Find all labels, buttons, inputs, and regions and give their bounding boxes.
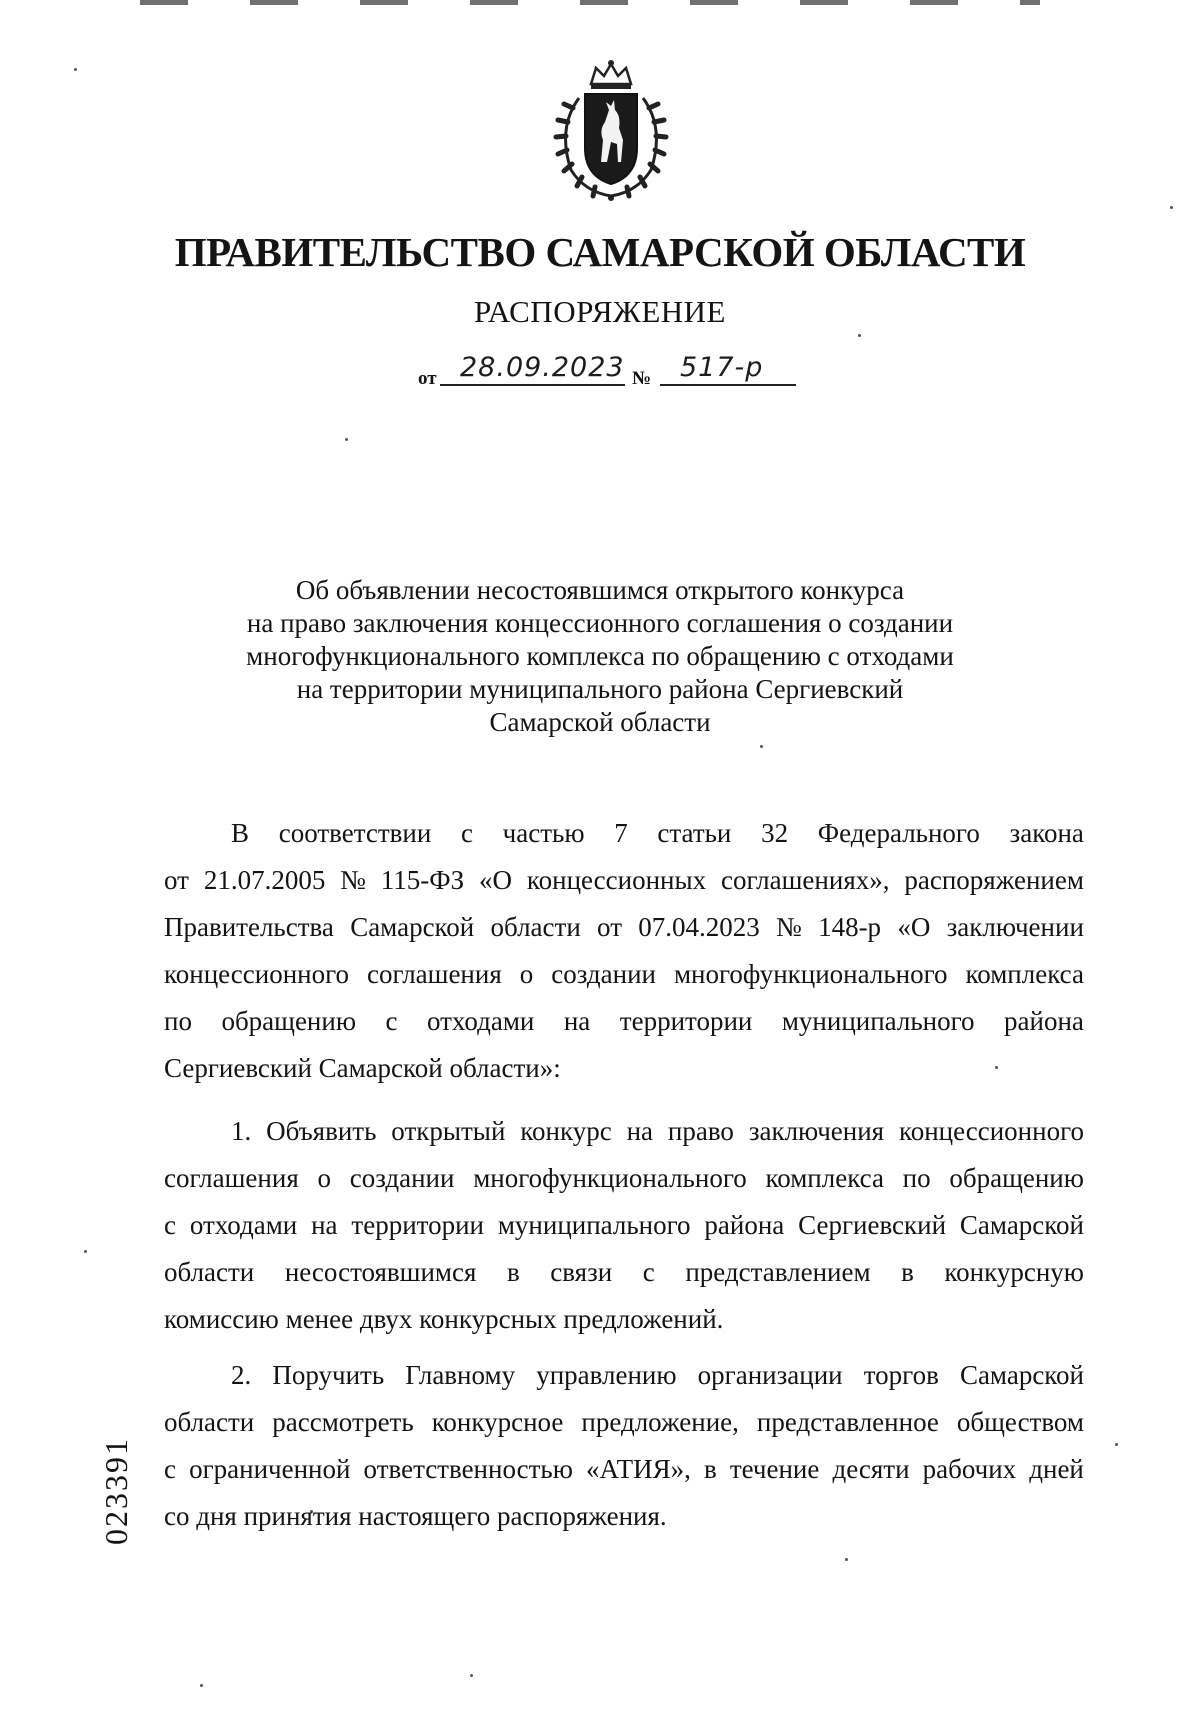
word: представленное [756,1407,939,1437]
text-line [164,810,1084,857]
word: закона [1009,818,1084,848]
word: несостоявшимся [284,1257,477,1287]
word: статьи [657,818,732,848]
scan-speck [760,745,763,748]
scan-speck [1170,206,1173,209]
word: № [340,865,366,895]
word: организации [697,1360,843,1390]
scan-edge-marks [140,0,1040,5]
scan-speck [470,1674,473,1677]
text-line [164,904,1084,951]
word: 148-р [818,912,882,942]
word: с [460,818,473,848]
word: Главному [405,1360,516,1390]
word: с [385,1006,398,1036]
word: области [164,1257,255,1287]
word: представлением [685,1257,871,1287]
text-line [164,951,1084,998]
word: создании [349,1163,455,1193]
word: соглашения [164,1163,299,1193]
word: Самарской [350,912,475,942]
word: предложение, [581,1407,739,1437]
heading-line: Об объявлении несостоявшимся открытого конкурса [295,575,905,605]
scan-speck [84,1250,87,1253]
word: Поручить [272,1360,385,1390]
serial-number: 023391 [98,1437,134,1545]
word: отходами [426,1006,535,1036]
heading-line: Самарской области [489,707,711,737]
text-line [164,1399,1084,1446]
heading-line: на право заключения концессионного соглашения о создании [246,608,954,638]
word: конкурсную [944,1257,1084,1287]
word: района [704,1210,785,1240]
word: десяти [832,1454,910,1484]
date-prefix: от [418,368,437,389]
item-1-paragraph [164,1108,1084,1343]
word: заключении [946,912,1084,942]
word: о [519,959,534,989]
number-prefix: № [632,368,652,389]
word: дней [1029,1454,1084,1484]
word: 2. [231,1360,252,1390]
text-line [164,1155,1084,1202]
number-handwritten: 517-р [680,352,764,383]
word: на [626,1116,654,1146]
word: территории [619,1006,753,1036]
word: 1. [231,1116,252,1146]
word: по [902,1163,931,1193]
scan-speck [74,68,77,71]
text-line [164,1202,1084,1249]
word: распоряжением [904,865,1084,895]
word: 21.07.2005 [203,865,326,895]
word: конкурс [520,1116,612,1146]
scan-speck [845,1558,848,1561]
word: течение [729,1454,820,1484]
text-line [164,1352,1084,1399]
word: соглашения [367,959,502,989]
word: с [164,1454,176,1484]
word: в [506,1257,520,1287]
word: Самарской [959,1210,1084,1240]
date-handwritten: 28.09.2023 [460,352,625,383]
word: 115-ФЗ [380,865,465,895]
samara-coat-of-arms-icon [549,58,673,202]
word: рабочих [922,1454,1017,1484]
word: № [776,912,802,942]
word: района [1004,1006,1084,1036]
word: частью [502,818,585,848]
word: ограниченной [189,1454,351,1484]
word: многофункционального [473,1163,747,1193]
word: с [642,1257,655,1287]
text-line [164,1249,1084,1296]
word: управлению [536,1360,677,1390]
word: конкурсное [431,1407,564,1437]
word: 07.04.2023 [638,912,760,942]
word: связи [550,1257,613,1287]
word: на [563,1006,591,1036]
scan-speck [345,438,348,441]
word: на [311,1210,338,1240]
word: ответственностью [363,1454,573,1484]
word: открытый [391,1116,506,1146]
word: муниципального [781,1006,975,1036]
word: отходами [189,1210,298,1240]
document-heading [0,574,1200,739]
word: области [490,912,581,942]
word: концессионных [526,865,707,895]
word: обращению [221,1006,357,1036]
word: с [164,1210,176,1240]
word: заключения [748,1116,885,1146]
word: обществом [956,1407,1084,1437]
text-line [164,1108,1084,1155]
text-line: Сергиевский Самарской области»: [164,1053,561,1083]
word: многофункционального [673,959,948,989]
word: в [901,1257,914,1287]
word: Объявить [266,1116,377,1146]
word: комплекса [965,959,1084,989]
text-line [164,1446,1084,1493]
word: соответствии [278,818,432,848]
word: соглашениях», [721,865,890,895]
heading-line: на территории муниципального района Сергиевский [296,674,904,704]
preamble-paragraph [164,810,1084,1092]
word: от [597,912,622,942]
word: В [231,818,250,848]
word: «О [479,865,513,895]
word: по [164,1006,192,1036]
text-line: со дня принятия настоящего распоряжения. [164,1501,667,1531]
item-2-paragraph [164,1352,1084,1540]
word: право [667,1116,734,1146]
word: создании [551,959,656,989]
word: «АТИЯ», [585,1454,691,1484]
word: 32 [761,818,789,848]
word: комплекса [765,1163,884,1193]
word: 7 [614,818,628,848]
government-title: ПРАВИТЕЛЬСТВО САМАРСКОЙ ОБЛАСТИ [174,229,1026,275]
text-line: комиссию менее двух конкурсных предложений. [164,1304,724,1334]
word: обращению [949,1163,1084,1193]
text-line [164,857,1084,904]
word: территории [351,1210,484,1240]
word: концессионного [898,1116,1084,1146]
word: области [164,1407,255,1437]
word: Сергиевский [798,1210,947,1240]
text-line [164,998,1084,1045]
word: «О [897,912,931,942]
date-number-line [418,352,818,406]
document-type: РАСПОРЯЖЕНИЕ [474,294,726,329]
heading-line: многофункционального комплекса по обращению с отходами [246,641,954,671]
word: концессионного [164,959,350,989]
number-underline [660,384,796,386]
word: о [317,1163,331,1193]
word: муниципального [497,1210,691,1240]
word: Самарской [959,1360,1084,1390]
word: в [703,1454,717,1484]
word: торгов [863,1360,939,1390]
word: от [164,865,189,895]
scan-speck [1115,1443,1118,1446]
date-underline [440,384,625,386]
word: Правительства [164,912,334,942]
word: Федерального [817,818,980,848]
scan-speck [200,1684,203,1687]
scan-speck [858,334,861,337]
word: рассмотреть [272,1407,414,1437]
